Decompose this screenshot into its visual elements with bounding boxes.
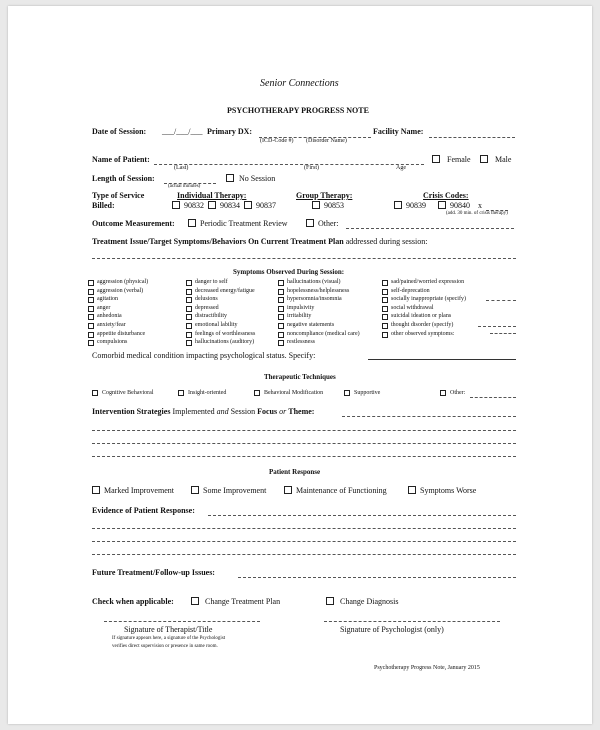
- treatment-issue-line-1[interactable]: [92, 258, 516, 259]
- symptom-label: sad/pained/worried expression: [391, 279, 465, 285]
- symptom-checkbox[interactable]: [88, 280, 94, 286]
- symptom-checkbox[interactable]: [88, 306, 94, 312]
- symptom-checkbox[interactable]: [278, 289, 284, 295]
- evidence-line-3[interactable]: [92, 554, 516, 555]
- periodic-review-label: Periodic Treatment Review: [200, 219, 288, 228]
- outcome-other-checkbox[interactable]: [306, 219, 314, 227]
- form-title: PSYCHOTHERAPY PROGRESS NOTE: [227, 106, 369, 115]
- cognitive-behavioral-checkbox[interactable]: [92, 390, 98, 396]
- symptom-label: impulsivity: [287, 305, 315, 311]
- symptom-checkbox[interactable]: [186, 306, 192, 312]
- no-session-label: No Session: [239, 174, 276, 183]
- signature-note-line-1: If signature appears here, a signature of the Psychologist: [112, 636, 226, 641]
- symptoms-worse-label: Symptoms Worse: [420, 486, 477, 495]
- length-label: Length of Session:: [92, 174, 155, 183]
- some-improvement-label: Some Improvement: [203, 486, 267, 495]
- patient-name-label: Name of Patient:: [92, 155, 150, 164]
- symptom-checkbox[interactable]: [382, 280, 388, 286]
- evidence-line-2[interactable]: [92, 541, 516, 542]
- service-type-label: Type of Service: [92, 191, 145, 200]
- individual-therapy-header: Individual Therapy:: [177, 191, 247, 200]
- psychologist-signature-field[interactable]: [324, 621, 500, 622]
- technique-other-label: Other:: [450, 390, 466, 396]
- symptom-label: restlessness: [287, 339, 315, 345]
- signature-note-line-2: verifies direct supervision or presence in same room.: [112, 644, 218, 649]
- symptom-label: appetite disturbance: [97, 331, 146, 337]
- behavioral-modification-label: Behavioral Modification: [264, 390, 324, 396]
- outcome-other-label: Other:: [318, 219, 339, 228]
- treatment-issue-rest: addressed during session:: [345, 237, 428, 246]
- symptom-label: decreased energy/fatigue: [195, 288, 255, 294]
- date-label: Date of Session:: [92, 127, 147, 136]
- behavioral-modification-checkbox[interactable]: [254, 390, 260, 396]
- org-name: Senior Connections: [260, 78, 339, 89]
- symptom-checkbox[interactable]: [382, 306, 388, 312]
- symptom-checkbox[interactable]: [186, 323, 192, 329]
- maintenance-label: Maintenance of Functioning: [296, 486, 387, 495]
- applicable-label: Check when applicable:: [92, 597, 174, 606]
- comorbid-label: Comorbid medical condition impacting psychological status. Specify:: [92, 351, 316, 360]
- specify-thought-field[interactable]: [478, 326, 516, 327]
- symptom-label: other observed symptoms:: [391, 331, 455, 337]
- symptom-label: anhedonia: [97, 313, 122, 319]
- symptom-checkbox[interactable]: [278, 306, 284, 312]
- symptom-checkbox[interactable]: [382, 314, 388, 320]
- symptom-label: feelings of worthlessness: [195, 331, 256, 337]
- crisis-caption: (add. 30 min. of crisis therapy): [446, 211, 508, 216]
- symptom-label: emotional lability: [195, 322, 238, 328]
- strategies-line-1[interactable]: [92, 430, 516, 431]
- treatment-issue-bold: Treatment Issue/Target Symptoms/Behaviors On Current Treatment Plan: [92, 237, 344, 246]
- no-session-checkbox[interactable]: [226, 174, 234, 182]
- length-caption: (actual minutes): [168, 184, 201, 189]
- strategies-line-0[interactable]: [342, 416, 516, 417]
- code-90837-checkbox[interactable]: [244, 201, 252, 209]
- insight-oriented-checkbox[interactable]: [178, 390, 184, 396]
- female-label: Female: [447, 155, 471, 164]
- symptom-label: distractibility: [195, 313, 227, 319]
- first-caption: (First): [304, 165, 319, 171]
- symptom-checkbox[interactable]: [186, 280, 192, 286]
- strategies-text-1: Implemented: [172, 407, 215, 416]
- symptom-label: aggression (verbal): [97, 288, 144, 294]
- specify-socially-field[interactable]: [486, 300, 516, 301]
- insight-oriented-label: Insight-oriented: [188, 390, 227, 396]
- evidence-line-0[interactable]: [208, 515, 516, 516]
- evidence-label: Evidence of Patient Response:: [92, 506, 195, 515]
- symptom-label: hypersomnia/insomnia: [287, 296, 342, 302]
- male-label: Male: [495, 155, 512, 164]
- billed-label: Billed:: [92, 201, 115, 210]
- evidence-line-1[interactable]: [92, 528, 516, 529]
- code-90832-label: 90832: [184, 201, 204, 210]
- symptom-label: agitation: [97, 296, 118, 302]
- progress-note-page: [8, 6, 592, 724]
- strategies-line-3[interactable]: [92, 456, 516, 457]
- symptom-checkbox[interactable]: [88, 314, 94, 320]
- female-checkbox[interactable]: [432, 155, 440, 163]
- cognitive-behavioral-label: Cognitive Behavioral: [102, 390, 154, 396]
- symptom-checkbox[interactable]: [278, 340, 284, 346]
- symptom-checkbox[interactable]: [186, 340, 192, 346]
- comorbid-field[interactable]: [368, 359, 516, 360]
- crisis-codes-header: Crisis Codes:: [423, 191, 469, 200]
- symptom-checkbox[interactable]: [278, 332, 284, 338]
- symptom-checkbox[interactable]: [186, 332, 192, 338]
- therapist-signature-label: Signature of Therapist/Title: [124, 625, 213, 634]
- change-plan-label: Change Treatment Plan: [205, 597, 281, 606]
- symptom-label: delusions: [195, 296, 218, 302]
- some-improvement-checkbox[interactable]: [191, 486, 199, 494]
- symptom-label: socially inappropriate (specify): [391, 296, 466, 302]
- symptom-checkbox[interactable]: [382, 289, 388, 295]
- symptom-label: aggression (physical): [97, 279, 149, 285]
- code-90837-label: 90837: [256, 201, 276, 210]
- therapist-signature-field[interactable]: [104, 621, 260, 622]
- symptom-label: irritability: [287, 313, 312, 319]
- supportive-checkbox[interactable]: [344, 390, 350, 396]
- symptom-label: negative statements: [287, 322, 335, 328]
- symptom-label: hopelessness/helplessness: [287, 288, 350, 294]
- strategies-bold-2: Focus: [257, 407, 278, 416]
- symptom-checkbox[interactable]: [88, 297, 94, 303]
- code-90834-checkbox[interactable]: [208, 201, 216, 209]
- symptom-label: thought disorder (specify): [391, 322, 454, 328]
- symptom-checkbox[interactable]: [186, 297, 192, 303]
- code-90839-checkbox[interactable]: [394, 201, 402, 209]
- symptom-checkbox[interactable]: [88, 289, 94, 295]
- other-symptoms-field[interactable]: [490, 333, 516, 334]
- code-90840-checkbox[interactable]: [438, 201, 446, 209]
- group-therapy-header: Group Therapy:: [296, 191, 353, 200]
- disorder-caption: (Disorder Name): [306, 138, 347, 144]
- primary-dx-label: Primary DX:: [207, 127, 253, 136]
- code-90839-label: 90839: [406, 201, 426, 210]
- symptom-checkbox[interactable]: [278, 297, 284, 303]
- date-field[interactable]: ___/___/___: [162, 127, 203, 136]
- symptom-label: hallucinations (visual): [287, 279, 341, 285]
- symptom-label: self-deprecation: [391, 288, 430, 294]
- symptom-checkbox[interactable]: [88, 332, 94, 338]
- symptom-checkbox[interactable]: [382, 297, 388, 303]
- change-diagnosis-label: Change Diagnosis: [340, 597, 399, 606]
- technique-other-checkbox[interactable]: [440, 390, 446, 396]
- symptom-checkbox[interactable]: [88, 323, 94, 329]
- symptom-checkbox[interactable]: [88, 340, 94, 346]
- technique-other-field[interactable]: [470, 397, 516, 398]
- marked-improvement-checkbox[interactable]: [92, 486, 100, 494]
- outcome-other-field[interactable]: [346, 228, 514, 229]
- strategies-and: and: [216, 407, 229, 416]
- symptoms-worse-checkbox[interactable]: [408, 486, 416, 494]
- change-diagnosis-checkbox[interactable]: [326, 597, 334, 605]
- facility-field[interactable]: [429, 137, 515, 138]
- code-90832-checkbox[interactable]: [172, 201, 180, 209]
- symptom-checkbox[interactable]: [278, 323, 284, 329]
- symptom-label: anxiety/fear: [97, 322, 126, 328]
- footer-text: Psychotherapy Progress Note, January 2015: [374, 665, 480, 671]
- techniques-title: Therapeutic Techniques: [264, 373, 336, 381]
- symptom-checkbox[interactable]: [186, 314, 192, 320]
- symptom-label: suicidal ideation or plans: [391, 313, 452, 319]
- psychologist-signature-label: Signature of Psychologist (only): [340, 625, 444, 634]
- last-caption: (Last): [174, 165, 189, 171]
- symptom-label: hallucinations (auditory): [195, 339, 255, 345]
- male-checkbox[interactable]: [480, 155, 488, 163]
- icd-caption: (ICD-Code #): [260, 138, 294, 144]
- marked-improvement-label: Marked Improvement: [104, 486, 174, 495]
- supportive-label: Supportive: [354, 390, 381, 396]
- change-plan-checkbox[interactable]: [191, 597, 199, 605]
- age-caption: Age: [396, 165, 406, 171]
- treatment-issue-label: [92, 237, 427, 246]
- symptom-label: depressed: [195, 305, 219, 311]
- symptom-label: danger to self: [195, 279, 228, 285]
- outcome-label: Outcome Measurement:: [92, 219, 175, 228]
- strategies-bold-1: Intervention Strategies: [92, 407, 171, 416]
- symptom-label: compulsions: [97, 339, 128, 345]
- symptom-checkbox[interactable]: [278, 314, 284, 320]
- response-title: Patient Response: [269, 468, 321, 476]
- symptoms-title: Symptoms Observed During Session:: [233, 268, 345, 276]
- future-label: Future Treatment/Follow-up Issues:: [92, 568, 215, 577]
- code-90834-label: 90834: [220, 201, 240, 210]
- code-90840-label: 90840: [450, 201, 470, 210]
- periodic-review-checkbox[interactable]: [188, 219, 196, 227]
- strategies-or: or: [279, 407, 287, 416]
- code-90853-label: 90853: [324, 201, 344, 210]
- crisis-multiplier: x: [478, 201, 482, 210]
- maintenance-checkbox[interactable]: [284, 486, 292, 494]
- strategies-bold-3: Theme:: [288, 407, 315, 416]
- symptom-label: anger: [97, 305, 111, 311]
- strategies-line-2[interactable]: [92, 443, 516, 444]
- symptom-checkbox[interactable]: [382, 323, 388, 329]
- patient-name-field[interactable]: [154, 164, 424, 165]
- symptom-label: noncompliance (medical care): [287, 331, 360, 337]
- symptom-checkbox[interactable]: [186, 289, 192, 295]
- future-line-0[interactable]: [238, 577, 516, 578]
- symptom-label: social withdrawal: [391, 305, 434, 311]
- code-90853-checkbox[interactable]: [312, 201, 320, 209]
- strategies-label: [92, 407, 314, 416]
- strategies-text-2: Session: [230, 407, 256, 416]
- symptom-checkbox[interactable]: [382, 332, 388, 338]
- symptom-checkbox[interactable]: [278, 280, 284, 286]
- facility-label: Facility Name:: [373, 127, 424, 136]
